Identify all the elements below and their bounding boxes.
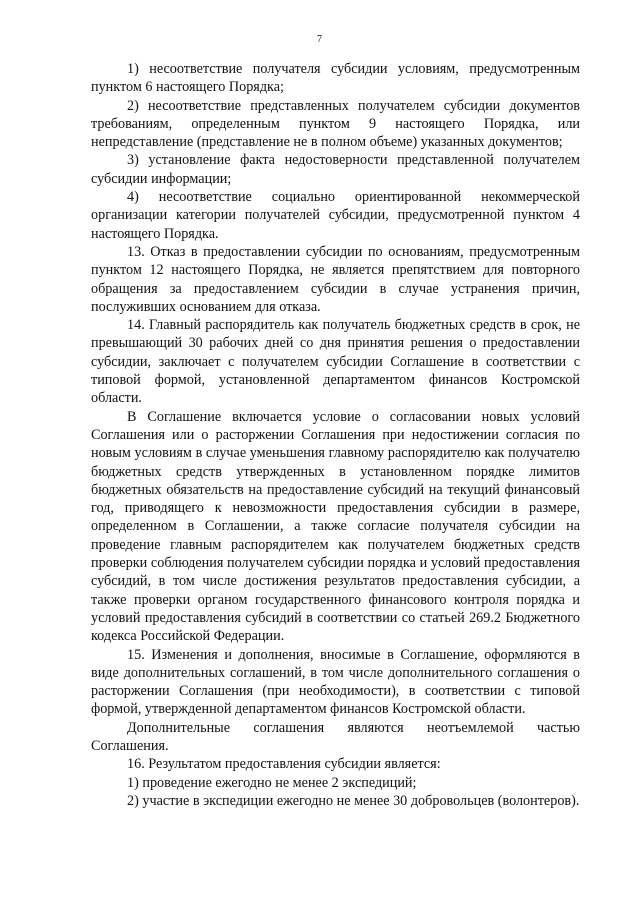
clause-14: 14. Главный распорядитель как получатель бюджетных средств в срок, не превышающий 30 рабочих дней со дня принятия решения о предоставлении субсидии, заключает с получателем субсидии Соглашение в соответствии с типовой формой, установленной департаментом финансов Костромской области.: [91, 317, 580, 407]
clause-16: 16. Результатом предоставления субсидии является:: [127, 756, 441, 773]
clause-13: 13. Отказ в предоставлении субсидии по основаниям, предусмотренным пунктом 12 настоящего Порядка, не является препятствием для повторного обращения за предоставлением субсидии в случае устранения причин, послуживших основанием для отказа.: [91, 243, 580, 315]
clause-15-supplementary: Дополнительные соглашения являются неотъемлемой частью Соглашения.: [91, 719, 580, 754]
page-number: 7: [317, 34, 322, 45]
clause-15: 15. Изменения и дополнения, вносимые в Соглашение, оформляются в виде дополнительных соглашений, в том числе дополнительного соглашения о расторжении Соглашения (при необходимости), в соответствии с типовой формой, утвержденной департаментом финансов Костромской области.: [91, 646, 580, 718]
list-item-refusal-ground-1: 1) несоответствие получателя субсидии условиям, предусмотренным пунктом 6 настоящего Порядка;: [91, 61, 580, 96]
list-item-refusal-ground-3: 3) установление факта недостоверности представленной получателем субсидии информации;: [91, 152, 580, 187]
document-body: [91, 60, 580, 810]
list-item-refusal-ground-4: 4) несоответствие социально ориентированной некоммерческой организации категории получателей субсидии, предусмотренной пунктом 4 настоящего Порядка.: [91, 189, 580, 242]
list-item-refusal-ground-2: 2) несоответствие представленных получателем субсидии документов требованиям, определенным пунктом 9 настоящего Порядка, или непредставление (представление не в полном объеме) указанных документов;: [91, 97, 580, 151]
clause-14-agreement-conditions: В Соглашение включается условие о согласовании новых условий Соглашения или о расторжении Соглашения при недостижении согласия по новым условиям в случае уменьшения главному распорядителю как получателю бюджетных средств утвержденных в установленном порядке лимитов бюджетных обязательств на предоставление субсидий на текущий финансовый год, приводящего к невозможности предоставления субсидии в размере, определенном в Соглашении, а также согласие получателя субсидии на проведение главным распорядителем как получателем бюджетных средств проверки соблюдения получателем субсидии порядка и условий предоставления субсидий, в том числе достижения результатов предоставления субсидии, а также проверки органом государственного финансового контроля порядка и условий предоставления субсидий в соответствии со статьей 269.2 Бюджетного кодекса Российской Федерации.: [91, 408, 580, 645]
list-item-result-1: 1) проведение ежегодно не менее 2 экспедиций;: [127, 774, 417, 791]
list-item-result-2: 2) участие в экспедиции ежегодно не менее 30 добровольцев (волонтеров).: [127, 792, 580, 809]
